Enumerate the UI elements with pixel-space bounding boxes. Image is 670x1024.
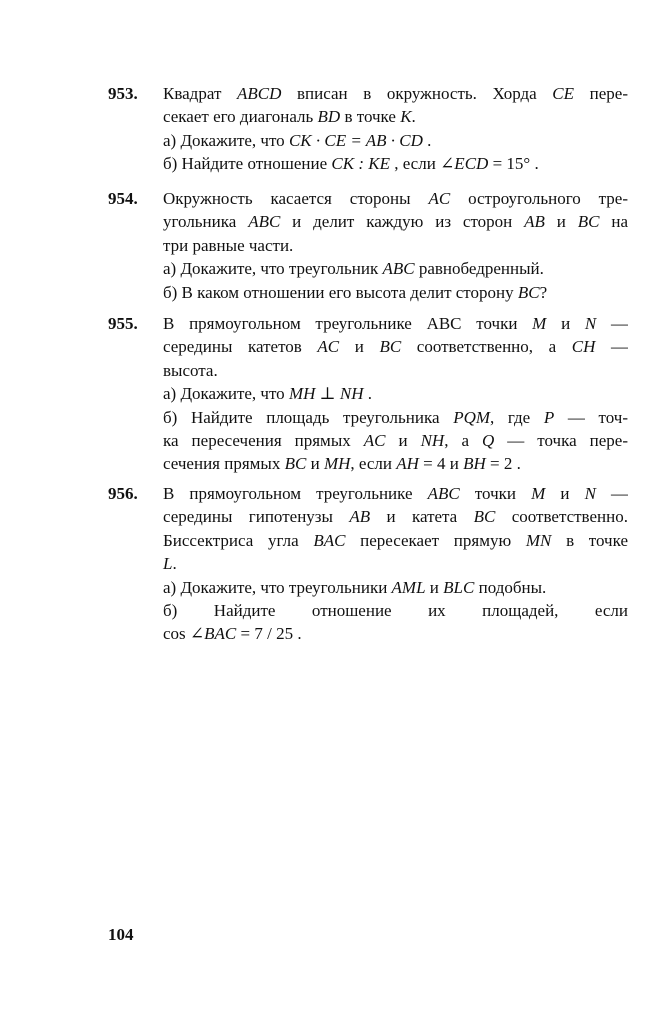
math-expression: BLC <box>443 577 475 597</box>
text-segment: В прямоугольном треугольнике ABC точки <box>163 314 533 333</box>
text-segment: три равные части. <box>163 235 294 255</box>
math-expression: ABC <box>427 484 460 503</box>
text-segment: равнобедренный. <box>414 259 544 279</box>
problem-text <box>163 187 628 304</box>
math-expression: BC <box>517 282 540 302</box>
math-expression: BC <box>577 212 600 232</box>
math-expression: Q <box>482 430 495 450</box>
text-segment: а) Докажите, что треугольник <box>163 259 383 279</box>
math-expression: M <box>532 314 547 333</box>
text-segment: В прямоугольном треугольнике <box>163 484 428 503</box>
text-segment: — <box>596 314 628 333</box>
math-expression: AC <box>428 189 451 208</box>
math-expression: L <box>163 554 173 574</box>
text-line <box>163 406 628 429</box>
text-line <box>163 429 628 452</box>
text-segment: соответственно. <box>495 507 628 527</box>
text-segment: точки <box>459 484 532 503</box>
text-line <box>163 335 628 358</box>
text-segment: cos <box>163 624 190 644</box>
math-expression: PQM <box>453 407 491 427</box>
text-segment: середины катетов <box>163 337 318 357</box>
text-line <box>163 382 628 405</box>
text-segment: и <box>306 454 324 474</box>
text-segment: и <box>339 337 380 357</box>
text-segment: — <box>595 337 628 357</box>
text-segment: в точке <box>340 107 401 127</box>
text-segment: и <box>425 577 444 597</box>
math-expression: CK · CE = AB · CD <box>288 130 423 150</box>
text-segment: и катета <box>370 507 474 527</box>
text-segment: а) Докажите, что <box>163 130 289 150</box>
text-segment: а) Докажите, что <box>163 384 289 404</box>
math-expression: BC <box>284 454 307 474</box>
text-segment: — <box>595 484 628 503</box>
text-segment: Окружность касается стороны <box>163 189 429 208</box>
text-segment: б) В каком отношении его высота делит сторону <box>163 282 518 302</box>
math-expression: AB <box>349 507 371 527</box>
text-line <box>163 529 628 552</box>
math-expression: N <box>584 484 596 503</box>
math-expression: AC <box>317 337 340 357</box>
text-line <box>163 187 628 210</box>
math-expression: AC <box>363 430 386 450</box>
text-line <box>163 105 628 128</box>
math-expression: ∠ECD <box>440 154 489 174</box>
math-expression: BAC <box>313 530 346 550</box>
text-segment: , где <box>490 407 544 427</box>
text-segment: высота. <box>163 360 218 380</box>
math-expression: ABCD <box>236 84 282 103</box>
problem-text <box>163 82 628 176</box>
math-expression: AH <box>396 454 419 474</box>
text-segment: б) Найдите площадь треугольника <box>163 407 454 427</box>
text-line <box>163 257 628 280</box>
text-segment: . <box>363 384 372 404</box>
text-line <box>163 129 628 152</box>
math-expression: ∠BAC <box>189 624 237 644</box>
text-segment: . <box>422 130 432 150</box>
text-segment: и <box>385 430 421 450</box>
text-segment: секает его диагональ <box>163 107 318 127</box>
text-segment: угольника <box>163 212 249 232</box>
text-segment: остроугольного тре- <box>450 189 628 208</box>
text-line <box>163 622 628 645</box>
text-segment: пере- <box>574 84 628 103</box>
text-line <box>163 281 628 304</box>
text-segment: , если <box>389 154 441 174</box>
math-expression: AB <box>524 212 545 232</box>
text-segment: = 4 и <box>418 454 464 474</box>
text-segment: и <box>546 314 585 333</box>
math-expression: CH <box>571 337 596 357</box>
math-expression: P <box>543 407 555 427</box>
math-expression: ABC <box>248 212 281 232</box>
text-line <box>163 359 628 382</box>
text-segment: соответственно, а <box>401 337 572 357</box>
text-segment: б) Найдите отношение <box>163 154 332 174</box>
text-segment: Квадрат <box>163 84 237 103</box>
problem-number: 955. <box>108 314 138 333</box>
text-line <box>163 576 628 599</box>
text-segment: ка пересечения прямых <box>163 430 364 450</box>
text-segment: а) Докажите, что треугольники <box>163 577 392 597</box>
text-line <box>163 505 628 528</box>
text-segment: = 15° . <box>488 154 539 174</box>
problem-text <box>163 312 628 476</box>
text-line <box>163 234 628 257</box>
math-expression: MH <box>323 454 351 474</box>
page-number: 104 <box>108 925 134 944</box>
text-segment: . <box>172 554 177 574</box>
math-expression: BD <box>317 107 341 127</box>
math-expression: NH <box>420 430 445 450</box>
text-segment: — точка пере- <box>494 430 628 450</box>
text-line <box>163 152 628 175</box>
math-expression: BC <box>379 337 402 357</box>
text-line <box>163 312 628 335</box>
math-expression: N <box>584 314 597 333</box>
text-segment: ? <box>539 282 548 302</box>
text-segment: подобны. <box>474 577 547 597</box>
text-segment: , если <box>350 454 397 474</box>
math-expression: BH <box>463 454 486 474</box>
text-segment: и <box>544 212 578 232</box>
problem-number: 953. <box>108 84 138 103</box>
math-expression: AML <box>391 577 426 597</box>
text-segment: и делит каждую из сторон <box>280 212 525 232</box>
text-segment: и <box>545 484 585 503</box>
problem-number: 954. <box>108 189 138 208</box>
text-segment: , а <box>444 430 483 450</box>
text-segment: б) Найдите отношение их площадей, если <box>163 600 628 620</box>
text-segment: середины гипотенузы <box>163 507 350 527</box>
math-expression: CK : KE <box>331 154 390 174</box>
math-expression: M <box>531 484 546 503</box>
text-line <box>163 552 628 575</box>
math-expression: K <box>400 107 412 127</box>
text-segment: в точке <box>551 530 628 550</box>
math-expression: ABC <box>382 259 415 279</box>
text-segment: Биссектриса угла <box>163 530 314 550</box>
text-segment: — точ- <box>554 407 628 427</box>
problem-text <box>163 482 628 646</box>
text-segment: на <box>599 212 628 232</box>
text-line <box>163 210 628 233</box>
text-line <box>163 82 628 105</box>
text-segment: пересекает прямую <box>345 530 526 550</box>
math-expression: CE <box>552 84 575 103</box>
text-segment: = 2 . <box>485 454 521 474</box>
text-line <box>163 452 628 475</box>
text-segment: сечения прямых <box>163 454 285 474</box>
math-expression: MH ⊥ NH <box>288 384 364 404</box>
text-segment: вписан в окружность. Хорда <box>281 84 553 103</box>
text-line <box>163 482 628 505</box>
math-expression: MN <box>525 530 552 550</box>
text-segment: = 7 / 25 . <box>236 624 302 644</box>
text-line <box>163 599 628 622</box>
problem-number: 956. <box>108 484 138 503</box>
math-expression: BC <box>473 507 496 527</box>
text-segment: . <box>411 107 416 127</box>
